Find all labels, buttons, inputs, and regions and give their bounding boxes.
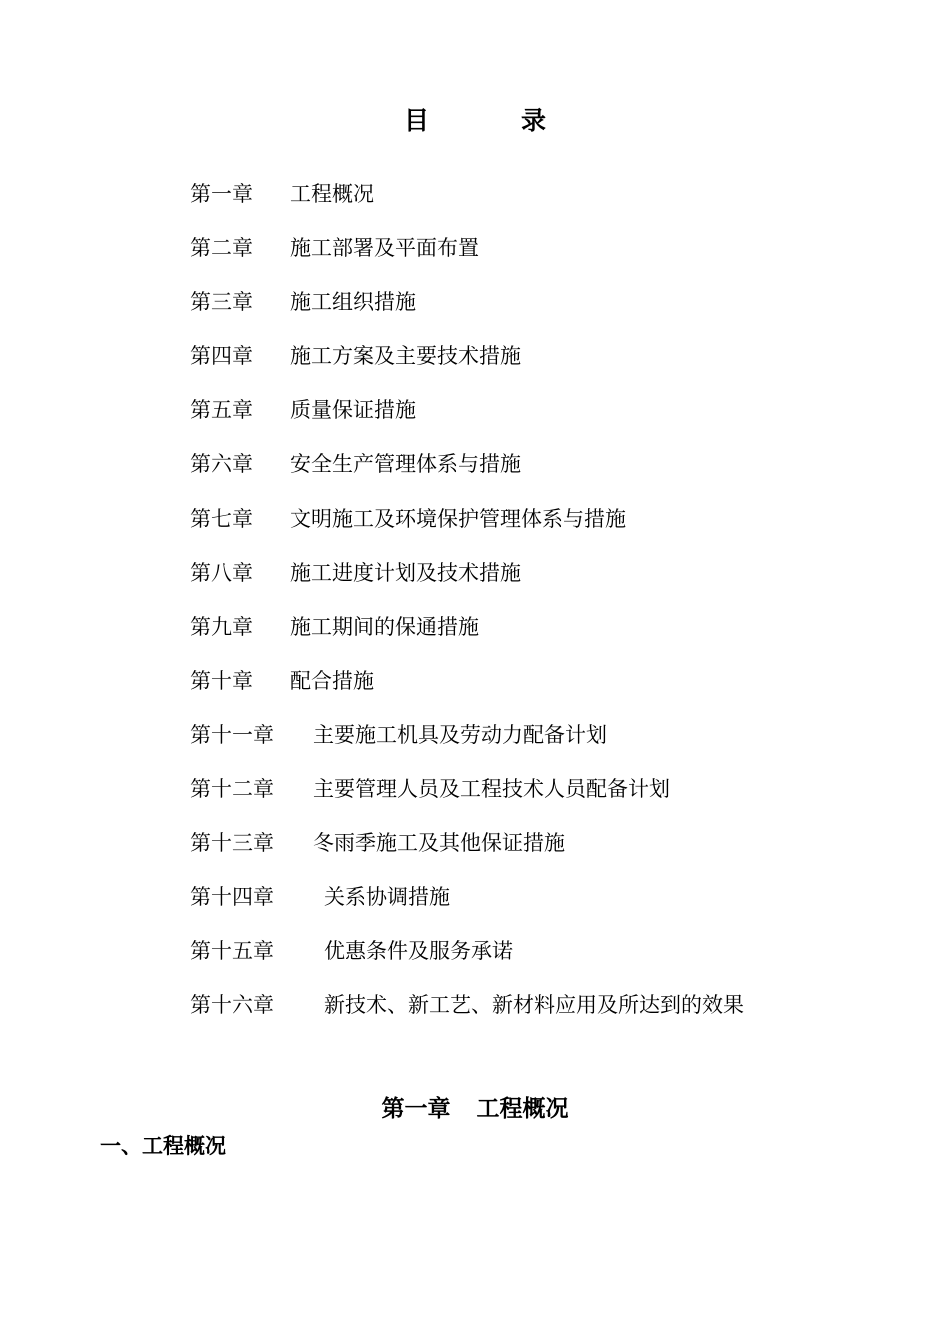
toc-item-number: 第八章	[190, 560, 253, 585]
toc-item-title: 冬雨季施工及其他保证措施	[313, 831, 565, 856]
toc-item-9[interactable]	[190, 609, 744, 663]
toc-item-2[interactable]	[190, 230, 744, 284]
toc-item-title: 新技术、新工艺、新材料应用及所达到的效果	[324, 993, 744, 1018]
toc-item-title: 质量保证措施	[290, 398, 416, 423]
toc-item-number: 第一章	[190, 182, 253, 206]
toc-item-5[interactable]	[190, 392, 744, 446]
toc-item-number: 第十二章	[190, 777, 274, 802]
toc-item-title: 施工期间的保通措施	[290, 614, 479, 639]
toc-item-title: 主要管理人员及工程技术人员配备计划	[313, 777, 670, 802]
toc-title-char-1: 目	[403, 106, 429, 135]
toc-item-number: 第十六章	[190, 993, 274, 1018]
toc-item-number: 第二章	[190, 236, 253, 261]
toc-item-1[interactable]	[190, 176, 744, 230]
toc-item-16[interactable]	[190, 987, 744, 1041]
toc-item-15[interactable]	[190, 933, 744, 987]
toc-item-number: 第十一章	[190, 722, 274, 747]
toc-item-number: 第四章	[190, 344, 253, 369]
toc-item-7[interactable]	[190, 501, 744, 555]
toc-item-11[interactable]	[190, 717, 744, 771]
chapter-one-heading	[0, 1092, 950, 1126]
toc-item-title: 安全生产管理体系与措施	[290, 452, 521, 477]
toc-item-number: 第六章	[190, 452, 253, 477]
toc-item-title: 优惠条件及服务承诺	[324, 939, 513, 964]
toc-item-14[interactable]	[190, 879, 744, 933]
toc-item-8[interactable]	[190, 555, 744, 609]
toc-item-title: 施工方案及主要技术措施	[290, 344, 521, 369]
toc-item-title: 施工组织措施	[290, 290, 416, 315]
toc-item-number: 第十章	[190, 668, 253, 693]
toc-item-number: 第五章	[190, 398, 253, 423]
toc-item-number: 第九章	[190, 614, 253, 639]
toc-item-title: 关系协调措施	[324, 885, 450, 910]
section-heading-1: 一、工程概况	[100, 1133, 226, 1158]
chapter-one-number: 第一章	[381, 1095, 451, 1122]
toc-item-6[interactable]	[190, 446, 744, 500]
toc-item-13[interactable]	[190, 825, 744, 879]
toc-item-4[interactable]	[190, 338, 744, 392]
toc-item-title: 配合措施	[290, 668, 374, 693]
toc-item-title: 主要施工机具及劳动力配备计划	[313, 722, 607, 747]
toc-item-number: 第十五章	[190, 939, 274, 964]
toc-item-number: 第三章	[190, 290, 253, 315]
toc-item-title: 施工进度计划及技术措施	[290, 560, 521, 585]
toc-item-10[interactable]	[190, 663, 744, 717]
toc-item-title: 工程概况	[290, 182, 374, 206]
toc-item-title: 文明施工及环境保护管理体系与措施	[290, 506, 626, 531]
toc-item-number: 第十四章	[190, 885, 274, 910]
toc-title	[0, 104, 950, 138]
toc-list	[190, 176, 744, 1042]
toc-title-char-2: 录	[521, 106, 547, 135]
toc-item-3[interactable]	[190, 284, 744, 338]
chapter-one-title: 工程概况	[476, 1095, 569, 1122]
toc-item-number: 第十三章	[190, 831, 274, 856]
toc-item-12[interactable]	[190, 771, 744, 825]
toc-item-title: 施工部署及平面布置	[290, 236, 479, 261]
toc-item-number: 第七章	[190, 506, 253, 531]
